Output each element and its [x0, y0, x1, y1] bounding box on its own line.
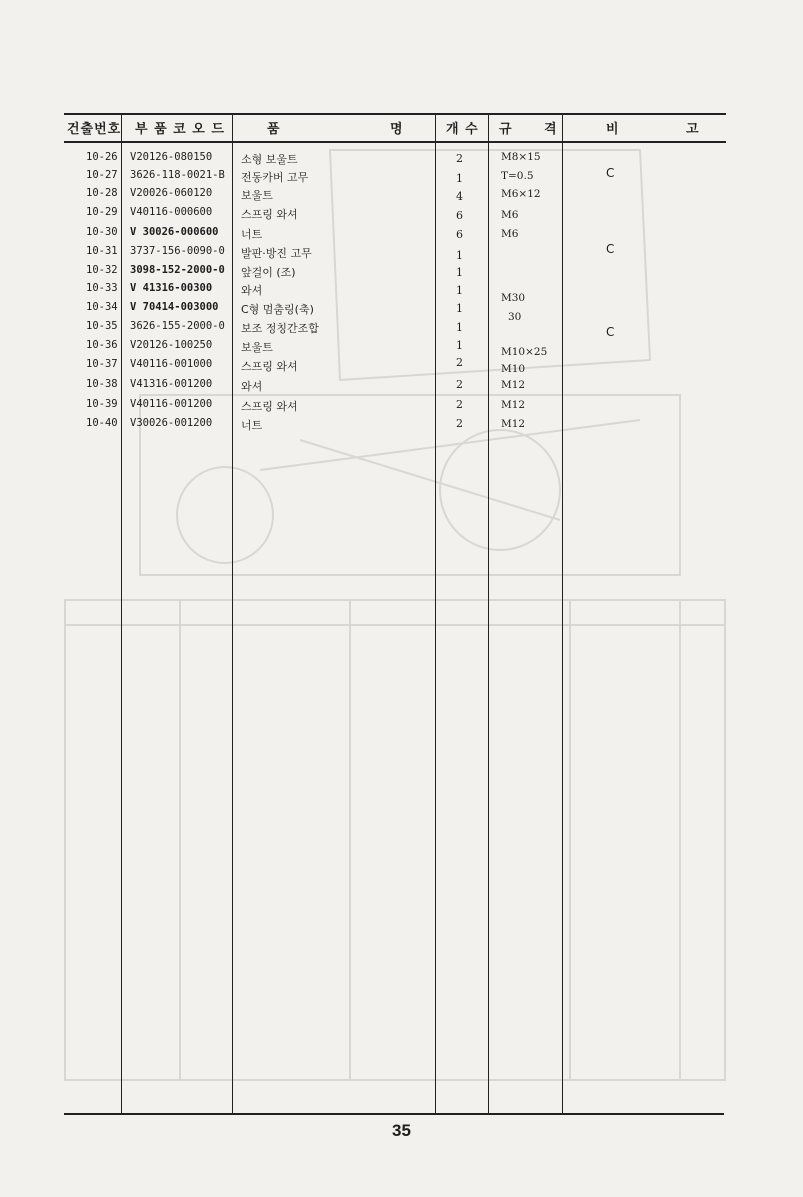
part-number: 10-39 — [86, 398, 118, 410]
header-note-left: 비 — [606, 122, 620, 137]
table-header-rule — [64, 141, 726, 143]
part-code: V40116-000600 — [130, 206, 213, 218]
part-number: 10-32 — [86, 264, 118, 276]
part-number: 10-29 — [86, 206, 118, 218]
part-code: 3626-155-2000-0 — [130, 320, 225, 332]
part-code: V20026-060120 — [130, 187, 213, 199]
part-number: 10-31 — [86, 245, 118, 257]
table-row — [0, 242, 803, 263]
part-quantity: 1 — [456, 249, 463, 262]
part-number: 10-37 — [86, 358, 118, 370]
table-row — [0, 206, 803, 224]
col-divider-note — [562, 113, 563, 1113]
part-quantity: 2 — [456, 378, 463, 391]
table-row — [0, 226, 803, 244]
part-number: 10-26 — [86, 151, 118, 163]
table-bottom-rule — [64, 1113, 724, 1115]
part-code: V40116-001200 — [130, 398, 213, 410]
part-name: 소형 보울트 — [241, 153, 298, 166]
part-number: 10-33 — [86, 282, 118, 294]
part-spec: M8×15 — [501, 151, 541, 163]
table-row — [0, 264, 803, 282]
header-part-no: 건출번호 — [67, 122, 122, 137]
part-quantity: 1 — [456, 321, 463, 334]
part-number: 10-35 — [86, 320, 118, 332]
part-number: 10-30 — [86, 226, 118, 238]
header-quantity: 개 수 — [446, 122, 479, 137]
part-name: 앞걸이 (조) — [241, 266, 296, 279]
part-code: 3737-156-0090-0 — [130, 245, 225, 257]
part-code: V 30026-000600 — [130, 226, 219, 238]
part-number: 10-28 — [86, 187, 118, 199]
part-code: V20126-100250 — [130, 339, 213, 351]
part-spec: M12 — [501, 418, 526, 430]
col-divider-name — [232, 113, 233, 1113]
part-spec: M12 — [501, 399, 526, 411]
part-spec: M30 — [501, 292, 526, 304]
part-name: 전동카버 고무 — [241, 171, 309, 184]
part-code: 3626-118-0021-B — [130, 169, 225, 181]
part-spec: M10×25 — [501, 346, 548, 358]
col-divider-qty — [435, 113, 436, 1113]
part-code: V20126-080150 — [130, 151, 213, 163]
part-note: C — [606, 325, 615, 339]
part-name: 스프링 와셔 — [241, 360, 298, 373]
part-quantity: 1 — [456, 284, 463, 297]
part-name: 와셔 — [241, 284, 263, 297]
table-row — [0, 151, 803, 169]
part-quantity: 2 — [456, 356, 463, 369]
header-part-code: 부 품 코 오 드 — [135, 122, 225, 137]
part-quantity: 1 — [456, 266, 463, 279]
table-row — [0, 378, 803, 396]
part-note: C — [606, 166, 615, 180]
header-name-right: 명 — [390, 122, 404, 137]
table-top-rule — [64, 113, 726, 115]
part-name: 너트 — [241, 419, 263, 432]
part-name: 와셔 — [241, 380, 263, 393]
part-quantity: 1 — [456, 339, 463, 352]
part-name: 스프링 와셔 — [241, 400, 298, 413]
part-code: V 70414-003000 — [130, 301, 219, 313]
part-code: V30026-001200 — [130, 417, 213, 429]
part-spec: M10 — [501, 363, 526, 375]
part-spec: M6 — [501, 228, 519, 240]
header-spec-left: 규 — [499, 122, 513, 137]
table-row — [0, 320, 803, 338]
part-name: C형 멈춤링(축) — [241, 303, 314, 316]
part-number: 10-34 — [86, 301, 118, 313]
header-note-right: 고 — [686, 122, 700, 137]
table-row — [0, 301, 803, 323]
part-code: 3098-152-2000-0 — [130, 264, 225, 276]
part-quantity: 2 — [456, 152, 463, 165]
part-quantity: 6 — [456, 228, 463, 241]
col-divider-code — [121, 113, 122, 1113]
part-name: 보울트 — [241, 189, 273, 202]
part-quantity: 1 — [456, 172, 463, 185]
part-spec: M12 — [501, 379, 526, 391]
part-name: 보조 정칭간조합 — [241, 322, 319, 335]
table-row — [0, 398, 803, 416]
part-spec: M6 — [501, 209, 519, 221]
part-code: V41316-001200 — [130, 378, 213, 390]
part-name: 발판·방진 고무 — [241, 247, 312, 260]
part-name: 보울트 — [241, 341, 273, 354]
part-note: C — [606, 242, 615, 256]
part-number: 10-36 — [86, 339, 118, 351]
page-number: 35 — [392, 1121, 411, 1140]
table-row — [0, 282, 803, 304]
part-quantity: 2 — [456, 398, 463, 411]
part-spec: 30 — [508, 311, 522, 323]
header-spec-right: 격 — [544, 122, 558, 137]
table-row — [0, 166, 803, 187]
table-row — [0, 339, 803, 357]
part-spec: T=0.5 — [501, 170, 534, 182]
part-quantity: 6 — [456, 209, 463, 222]
part-name: 스프링 와셔 — [241, 208, 298, 221]
table-row — [0, 417, 803, 435]
table-row — [0, 187, 803, 205]
part-quantity: 1 — [456, 302, 463, 315]
part-code: V40116-001000 — [130, 358, 213, 370]
part-number: 10-38 — [86, 378, 118, 390]
part-code: V 41316-00300 — [130, 282, 213, 294]
part-quantity: 4 — [456, 190, 463, 203]
header-name-left: 품 — [267, 122, 281, 137]
part-spec: M6×12 — [501, 188, 541, 200]
table-row — [0, 358, 803, 376]
part-quantity: 2 — [456, 417, 463, 430]
part-name: 너트 — [241, 228, 263, 241]
part-number: 10-27 — [86, 169, 118, 181]
part-number: 10-40 — [86, 417, 118, 429]
col-divider-spec — [488, 113, 489, 1113]
